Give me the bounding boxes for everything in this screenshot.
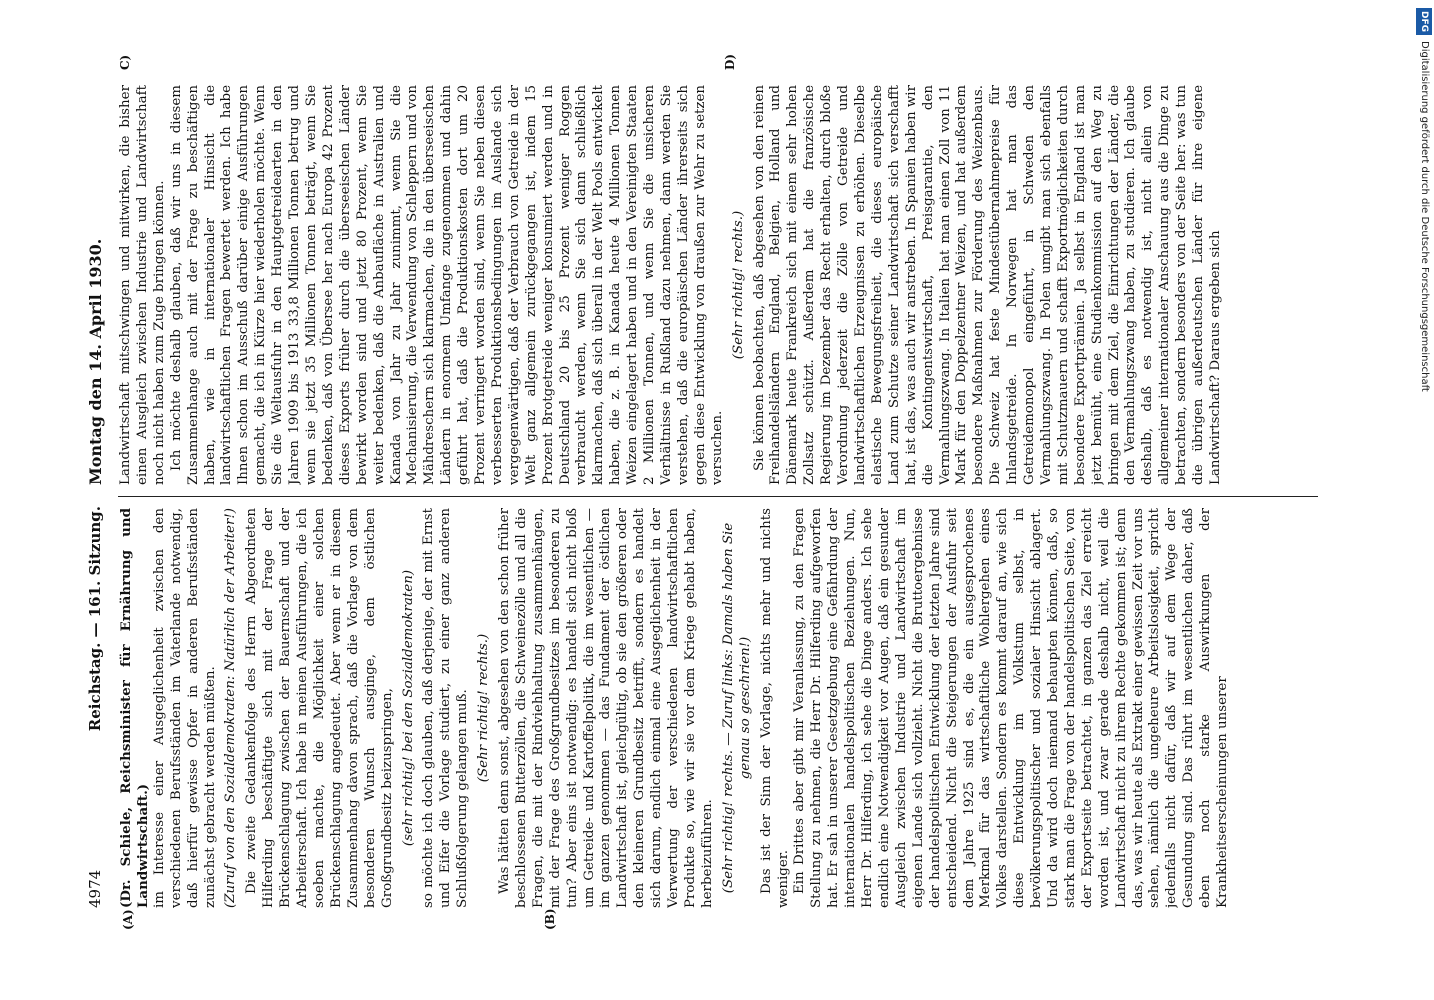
paragraph: so möchte ich doch glauben, daß derjenige, der mit Ernst und Eifer die Vorlage studiert, zu einer ganz anderen Schlußfolgerung gelangen muß. [421, 508, 471, 908]
paragraph: Ein Drittes aber gibt mir Veranlassung, zu den Fragen Stellung zu nehmen, die Herr Dr. Hilferding aufgeworfen hat. Er sah in unserer Gesetzgebung eine Gefährdung der internationalen handelspolitischen Beziehungen. Nun, Herr Dr. Hilferding, ich sehe die Dinge anders. Ich sehe endlich eine Notwendigkeit vor Augen, daß ein gesunder Ausgleich zwischen Industrie und Landwirtschaft im eigenen Lande sich vollzieht. Nicht die Bruttoergebnisse der handelspolitischen Entwicklung der letzten Jahre sind entscheidend. Nicht die Steigerungen der Ausfuhr seit dem Jahre 1925 sind es, die ein ausgesprochenes Merkmal für das wirtschaftliche Wohlergehen eines Volkes darstellen. Sondern es kommt darauf an, wie sich diese Entwicklung im Volkstum selbst, in bevölkerungspolitischer und sozialer Hinsicht ablagert. Und da wird doch niemand behaupten können, daß, so stark man die Frage von der handelspolitischen Seite, von der Exportseite betrachtet, in ganzen das Ziel erreicht worden ist, und zwar gerade deshalb nicht, weil die Landwirtschaft nicht zu ihrem Rechte gekommen ist; denn das, was wir heute als Extrakt einer gewissen Zeit vor uns sehen, nämlich die ungeheure Arbeitslosigkeit, spricht jedenfalls nicht dafür, daß wir auf dem Wege der Gesundung sind. Das rührt im wesentlichen daher, daß eben noch starke Auswirkungen der Krankheitserscheinungen unserer [792, 508, 1231, 908]
credit-text: Digitalisierung gefördert durch die Deutsche Forschungsgemeinschaft [1419, 41, 1430, 392]
paragraph: Das ist der Sinn der Vorlage, nichts mehr und nichts weniger. [758, 508, 791, 908]
page-header-left [86, 506, 116, 908]
paragraph: im Interesse einer Ausgeglichenheit zwischen den verschiedenen Berufsständen im Vaterlande notwendig, daß hierfür gewisse Opfer in anderen Berufsständen zunächst gebracht werden müßten. [151, 508, 218, 908]
interjection: (Sehr richtig! rechts.) [476, 633, 492, 783]
left-text-column [118, 508, 1318, 908]
paragraph: Sie können beobachten, daß abgesehen von den reinen Freihandelsländern England, Belgien, Holland und Dänemark heute Frankreich sich mit einem sehr hohen Zollsatz schützt. Außerdem hat die französische Regierung im Dezember das Recht erhalten, durch bloße Verordnung jederzeit die Zölle von Getreide und landwirtschaftlichen Erzeugnissen zu erhöhen. Dieselbe elastische Bewegungsfreiheit, die dieses europäische Land zum Schutze seiner Landwirtschaft sich verschafft hat, ist das, was auch wir anstreben. In Spanien haben wir die Kontingentswirtschaft, Preisgarantie, den Vermahlungszwang. In Italien hat man einen Zoll von 11 Mark für den Doppelzentner Weizen, und hat außerdem besondere Maßnahmen zur Förderung des Weizenbaus. Die Schweiz hat feste Mindestübernahmepreise für Inlandsgetreide. In Norwegen hat man das Getreidemonopol eingeführt, in Schweden den Vermahlungszwang. In Polen umgibt man sich ebenfalls mit Schutzmauern und schafft Exportmöglichkeiten durch besondere Exportprämien. Ja selbst in England ist man jetzt bemüht, eine Studienkommission auf den Weg zu bringen mit dem Ziel, die Einrichtungen der Länder, die den Vermahlungszwang haben, zu studieren. Ich glaube deshalb, daß es notwendig ist, nicht allein von allgemeiner internationaler Anschauung aus die Dinge zu betrachten, sondern besonders von der Seite her: was tun die übrigen außerdeutschen Länder für ihre eigene Landwirtschaft? Daraus ergeben sich [751, 85, 1223, 485]
paragraph: Was hätten denn sonst, abgesehen von den schon früher beschlossenen Butterzöllen, die Schweinezölle und all die Fragen, die mit der Rindviehhaltung zusammenhängen, mit der Frage des Großgrundbesitzes im besonderen zu tun? Aber eins ist notwendig: es handelt sich nicht bloß um Getreide- und Kartoffelpolitik, die im wesentlichen — im ganzen genommen — das Fundament der östlichen Landwirtschaft ist, gleichgültig, ob sie den größeren oder den kleineren Grundbesitz betrifft, sondern es handelt sich darum, endlich einmal eine Ausgeglichenheit in der Verwertung der verschiedenen landwirtschaftlichen Produkte so, wie wir sie vor dem Kriege gehabt haben, herbeizuführen. [497, 508, 715, 908]
paragraph: Die zweite Gedankenfolge des Herrn Abgeordneten Hilferding beschäftigte sich mit der Frage der Brückenschlagung zwischen der Bauernschaft und der Arbeiterschaft. Ich habe in meinen Ausführungen, die ich soeben machte, die Möglichkeit einer solchen Brückenschlagung angedeutet. Aber wenn er in diesem Zusammenhang davon sprach, daß die Vorlage von dem besonderen Wunsch ausginge, dem östlichen Großgrundbesitz beizuspringen, [244, 508, 395, 908]
dfg-logo: DFG [1416, 8, 1432, 35]
margin-marker-d: D) [723, 53, 737, 70]
session-title: Reichstag. — 161. Sitzung. [86, 506, 104, 732]
speaker-line: (Dr. Schiele, Reichsminister für Ernährung und Landwirtschaft.) [118, 508, 151, 908]
right-text-column [118, 85, 1318, 485]
interjection: (Sehr richtig! rechts. — Zuruf links: Damals haben Sie genau so geschrien!) [720, 522, 753, 894]
paragraph: Ich möchte deshalb glauben, daß wir uns in diesem Zusammenhange auch mit der Frage zu beschäftigen haben, wie in internationaler Hinsicht die landwirtschaftlichen Fragen bewertet werden. Ich habe Ihnen schon im Ausschuß darüber einige Ausführungen gemacht, die ich in Kürze hier wiederholen möchte. Wenn Sie die Weltausfuhr in den Hauptgetreidearten in den Jahren 1909 bis 1913 33,8 Millionen Tonnen betrug und wenn sie jetzt 35 Millionen Tonnen beträgt, wenn Sie bedenken, daß von Übersee her nach Europa 42 Prozent dieses Exports früher durch die überseeischen Länder bewirkt worden sind und jetzt 80 Prozent, wenn Sie weiter bedenken, daß die Anbaufläche in Australien und Kanada von Jahr zu Jahr zunimmt, wenn Sie die Mechanisierung, die Verwendung von Schleppern und von Mähdreschern sich klarmachen, die in den überseeischen Ländern in enormem Umfange zugenommen und dahin geführt hat, daß die Produktionskosten dort um 20 Prozent verringert worden sind, wenn Sie neben diesen verbesserten Produktionsbedingungen im Auslande sich vergegenwärtigen, daß der Verbrauch von Getreide in der Welt ganz allgemein zurückgegangen ist, indem 15 Prozent Brotgetreide weniger konsumiert werden und in Deutschland 20 bis 25 Prozent weniger Roggen verbraucht werden, wenn Sie sich dann schließlich klarmachen, daß sich überall in der Welt Pools entwickelt haben, die z. B. in Kanada heute 4 Millionen Tonnen Weizen eingelagert haben und in den Vereinigten Staaten 2 Millionen Tonnen, und wenn Sie die unsicheren Verhältnisse in Rußland dazu nehmen, dann werden Sie verstehen, daß die europäischen Länder ihrerseits sich gegen diese Entwicklung von draußen zur Wehr zu setzen versuchen. [168, 85, 725, 485]
interjection: (Zuruf von den Sozialdemokraten: Natürlich der Arbeiter!) [223, 508, 239, 908]
interjection: (sehr richtig! bei den Sozialdemokraten) [400, 569, 416, 847]
margin-marker-b: (B) [543, 908, 557, 930]
margin-marker-a: (A) [121, 909, 135, 930]
digitization-credit [1418, 8, 1434, 993]
column-divider [118, 496, 1318, 497]
page-number: 4974 [86, 869, 104, 908]
page-date: Montag den 14. April 1930. [86, 238, 105, 485]
margin-marker-c: C) [118, 54, 132, 70]
paragraph: Landwirtschaft mitschwingen und mitwirken, die bisher einen Ausgleich zwischen Industrie und Landwirtschaft noch nicht haben zum Zuge bringen können. [118, 85, 167, 485]
interjection: (Sehr richtig! rechts.) [730, 210, 746, 360]
